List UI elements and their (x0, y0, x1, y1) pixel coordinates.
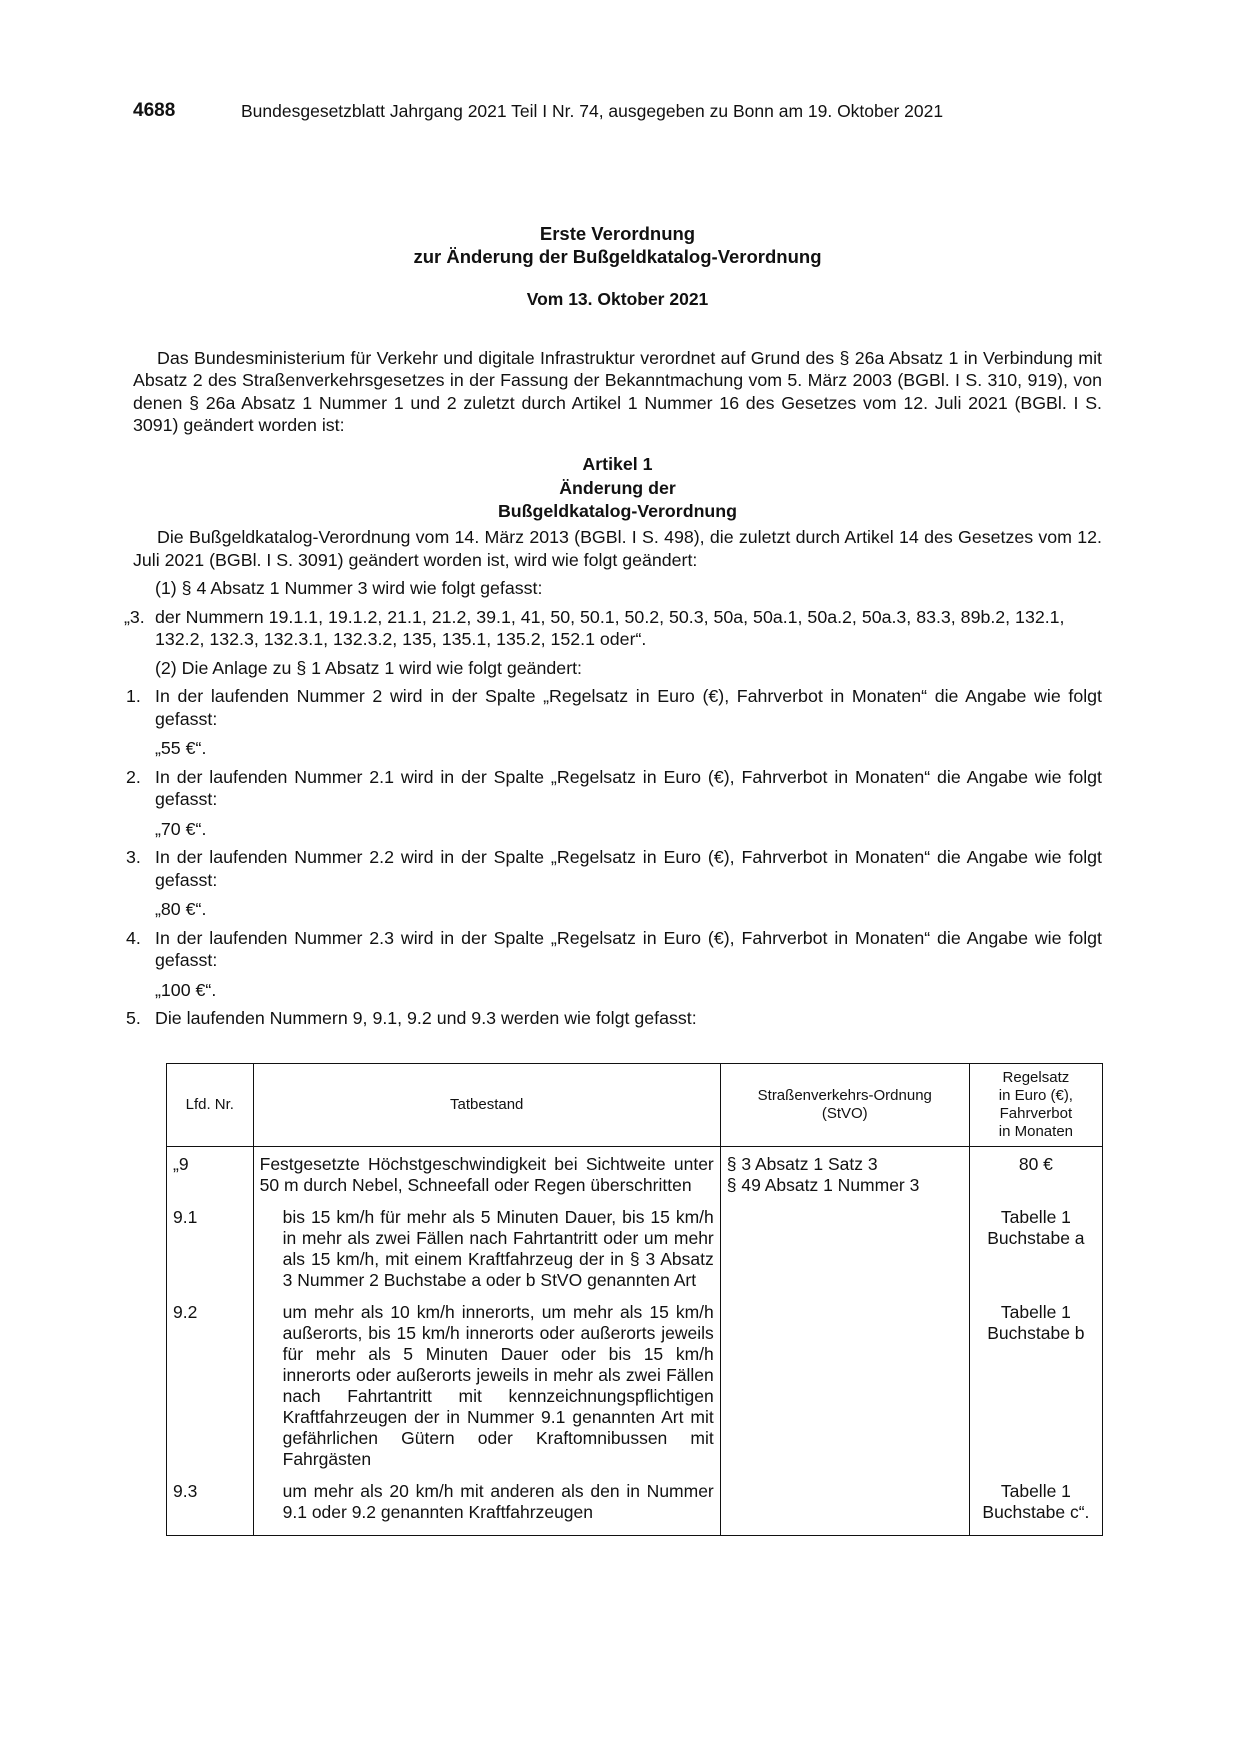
amount-value: „80 €“. (155, 899, 207, 919)
column-header-nr: Lfd. Nr. (167, 1064, 254, 1147)
table-row (167, 1147, 1103, 1201)
cell-stvo (720, 1200, 969, 1295)
cell-tatbestand: um mehr als 20 km/h mit anderen als den in Nummer 9.1 oder 9.2 genannten Kraftfahrzeugen (253, 1474, 720, 1536)
list-item (126, 1007, 1102, 1030)
document-date: Vom 13. Oktober 2021 (526, 289, 709, 309)
list-item (126, 846, 1102, 891)
cell-regelsatz (969, 1147, 1102, 1201)
amount-value: „100 €“. (155, 979, 217, 1000)
cell-stvo (720, 1295, 969, 1474)
page-number: 4688 (133, 100, 176, 121)
document-body (124, 222, 1102, 1030)
article-subtitle-line1: Änderung der (559, 478, 676, 498)
table-header-row (167, 1064, 1103, 1147)
amount-value: „70 €“. (155, 818, 207, 839)
list-item-text: In der laufenden Nummer 2.2 wird in der Spalte „Regelsatz in Euro (€), Fahrverbot in Monaten“ die Angabe wie folgt gefasst: (155, 847, 1102, 890)
cell-stvo-line2: § 49 Absatz 1 Nummer 3 (726, 1175, 920, 1195)
list-item-text: Die laufenden Nummern 9, 9.1, 9.2 und 9.3 werden wie folgt gefasst: (155, 1008, 697, 1028)
cell-stvo (720, 1474, 969, 1536)
document-title-line1: Erste Verordnung (539, 223, 696, 244)
list-item (126, 927, 1102, 972)
list-item (126, 685, 1102, 730)
article-intro: Die Bußgeldkatalog-Verordnung vom 14. März 2013 (BGBl. I S. 498), die zuletzt durch Artikel 14 des Gesetzes vom 12. Juli 2021 (BGBl. I S. 3091) geändert worden ist, wird wie folgt geändert: (133, 527, 1102, 570)
column-header-regelsatz-line1: Regelsatz (1002, 1069, 1070, 1086)
table-row (167, 1200, 1103, 1295)
document-title-line2: zur Änderung der Bußgeldkatalog-Verordnung (413, 246, 822, 267)
list-item-number: 1. (126, 686, 141, 706)
cell-stvo (720, 1147, 969, 1201)
publication-line: Bundesgesetzblatt Jahrgang 2021 Teil I Nr. 74, ausgegeben zu Bonn am 19. Oktober 2021 (241, 101, 944, 121)
column-header-tatbestand: Tatbestand (253, 1064, 720, 1147)
paragraph-1: (1) § 4 Absatz 1 Nummer 3 wird wie folgt gefasst: (155, 578, 543, 598)
cell-regelsatz-line2: Buchstabe b (987, 1323, 1085, 1343)
cell-regelsatz-line2: Buchstabe a (987, 1228, 1085, 1248)
paragraph-2: (2) Die Anlage zu § 1 Absatz 1 wird wie folgt geändert: (155, 657, 582, 678)
cell-regelsatz-line1: Tabelle 1 (1000, 1207, 1071, 1227)
cell-tatbestand: Festgesetzte Höchstgeschwindigkeit bei Sichtweite unter 50 m durch Nebel, Schneefall oder Regen überschritten (253, 1147, 720, 1201)
column-header-stvo-line1: Straßenverkehrs-Ordnung (757, 1087, 932, 1104)
list-item-number: 5. (126, 1008, 141, 1028)
cell-nr: 9.2 (167, 1295, 254, 1474)
cell-tatbestand: bis 15 km/h für mehr als 5 Minuten Dauer, bis 15 km/h in mehr als zwei Fällen nach Fahrtantritt oder um mehr als 15 km/h, mit einem Kraftfahrzeug der in § 3 Absatz 3 Nummer 2 Buchstabe a oder b StVO genannten Art (253, 1200, 720, 1295)
list-item-text: In der laufenden Nummer 2.3 wird in der Spalte „Regelsatz in Euro (€), Fahrverbot in Monaten“ die Angabe wie folgt gefasst: (155, 927, 1102, 970)
table-row (167, 1295, 1103, 1474)
preamble: Das Bundesministerium für Verkehr und digitale Infrastruktur verordnet auf Grund des § 26a Absatz 1 in Verbindung mit Absatz 2 des Straßenverkehrsgesetzes in der Fassung der Bekanntmachung vom 5. März 2003 (BGBl. I S. 310, 919), von denen § 26a Absatz 1 Nummer 1 und 2 zuletzt durch Artikel 1 Nummer 16 des Gesetzes vom 12. Juli 2021 (BGBl. I S. 3091) geändert worden ist: (133, 347, 1102, 435)
list-item-text: In der laufenden Nummer 2 wird in der Spalte „Regelsatz in Euro (€), Fahrverbot in Monaten“ die Angabe wie folgt gefasst: (155, 686, 1102, 729)
column-header-regelsatz-line2: in Euro (€), (998, 1087, 1073, 1104)
list-item-number: 3. (126, 847, 141, 867)
cell-nr: 9.1 (167, 1200, 254, 1295)
cell-stvo-line1: § 3 Absatz 1 Satz 3 (726, 1154, 878, 1174)
list-item-text: In der laufenden Nummer 2.1 wird in der Spalte „Regelsatz in Euro (€), Fahrverbot in Monaten“ die Angabe wie folgt gefasst: (155, 766, 1102, 809)
list-item (126, 766, 1102, 811)
article-heading: Artikel 1 (582, 453, 653, 474)
column-header-regelsatz (969, 1064, 1102, 1147)
cell-regelsatz (969, 1474, 1102, 1536)
column-header-stvo-line2: (StVO) (821, 1105, 868, 1122)
column-header-regelsatz-line3: Fahrverbot (999, 1105, 1073, 1122)
amount-value: „55 €“. (155, 738, 207, 758)
cell-regelsatz-line1: Tabelle 1 (1000, 1302, 1071, 1322)
list-item-number: 2. (126, 766, 141, 787)
cell-nr: „9 (167, 1147, 254, 1201)
quote-number: „3. (124, 606, 145, 627)
cell-regelsatz-line1: 80 € (1018, 1154, 1053, 1174)
list-item-number: 4. (126, 927, 141, 948)
cell-tatbestand: um mehr als 10 km/h innerorts, um mehr als 15 km/h außerorts, bis 15 km/h innerorts oder außerorts jeweils für mehr als 5 Minuten Dauer oder bis 15 km/h innerorts oder außerorts jeweils in mehr als zwei Fällen nach Fahrtantritt mit kennzeichnungspflichtigen Kraftfahrzeugen der in Nummer 9.1 genannten Art mit gefährlichen Gütern oder Kraftomnibussen mit Fahrgästen (253, 1295, 720, 1474)
column-header-stvo (720, 1064, 969, 1147)
cell-regelsatz (969, 1200, 1102, 1295)
cell-regelsatz-line2: Buchstabe c“. (982, 1502, 1090, 1522)
cell-nr: 9.3 (167, 1474, 254, 1536)
article-subtitle-line2: Bußgeldkatalog-Verordnung (497, 500, 738, 521)
quote-text: der Nummern 19.1.1, 19.1.2, 21.1, 21.2, 39.1, 41, 50, 50.1, 50.2, 50.3, 50a, 50a.1, 50a.2, 50a.3, 83.3, 89b.2, 132.1, 132.2, 132.3, 132.3.1, 132.3.2, 135, 135.1, 135.2, 152.1 oder“. (155, 606, 1065, 649)
table-row (167, 1474, 1103, 1536)
fine-catalog-table (166, 1063, 1103, 1536)
column-header-regelsatz-line4: in Monaten (998, 1123, 1073, 1140)
paragraph-1-quote (124, 606, 1102, 651)
cell-regelsatz-line1: Tabelle 1 (1000, 1481, 1071, 1501)
cell-regelsatz (969, 1295, 1102, 1474)
